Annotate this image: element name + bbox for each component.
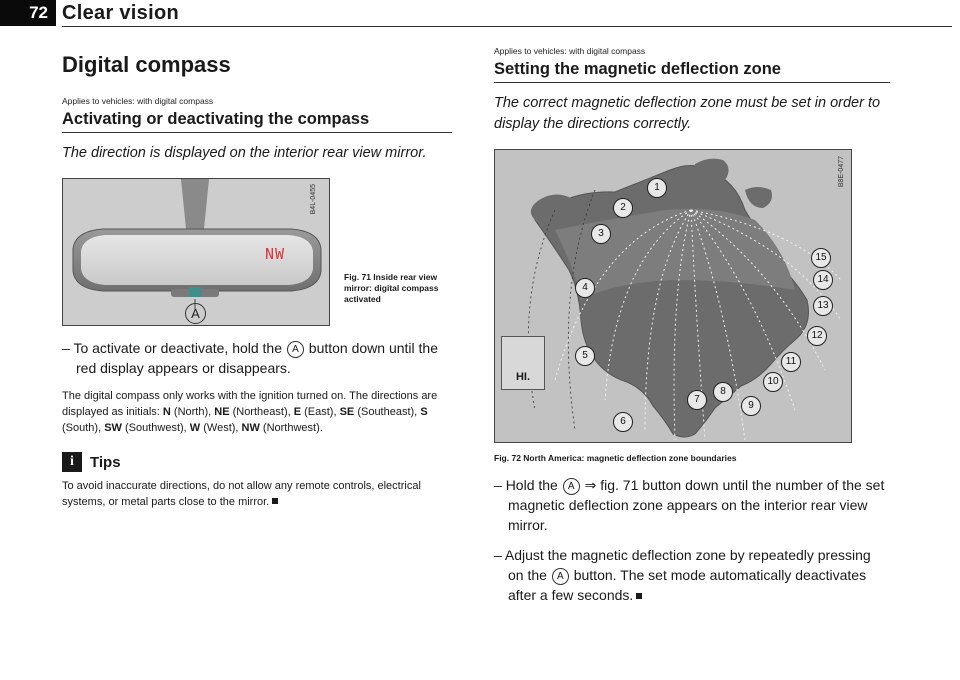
- zone-marker-9: 9: [741, 396, 761, 416]
- applies-note: Applies to vehicles: with digital compass: [62, 96, 214, 106]
- step-text: To activate or deactivate, hold the: [73, 340, 283, 356]
- section-title: Digital compass: [62, 52, 231, 77]
- zone-marker-2: 2: [613, 198, 633, 218]
- compass-description: The digital compass only works with the ignition turned on. The directions are displayed as initials: N (North), NE (Northeast), E (East), SE (Southeast), S (South), SW (Southwest), W (West), NW (Northwest).: [62, 390, 438, 434]
- zone-marker-12: 12: [807, 326, 827, 346]
- zone-marker-14: 14: [813, 270, 833, 290]
- zone-marker-8: 8: [713, 382, 733, 402]
- figure-72-map: [494, 149, 852, 443]
- zone-marker-3: 3: [591, 224, 611, 244]
- instruction-step-1: – Hold the A ⇒ fig. 71 button down until the number of the set magnetic deflection zone appears on the interior rear view mirror.: [494, 477, 885, 533]
- mirror-illustration: [62, 178, 330, 326]
- zone-marker-11: 11: [781, 352, 801, 372]
- figure-caption-right: Fig. 72 North America: magnetic deflection zone boundaries: [494, 453, 737, 463]
- tips-title: Tips: [90, 453, 121, 471]
- zone-marker-13: 13: [813, 296, 833, 316]
- tips-heading: [62, 452, 452, 472]
- button-ref-a: A: [563, 478, 580, 495]
- subsection-title-right: Setting the magnetic deflection zone: [494, 60, 890, 83]
- end-mark-icon: [636, 593, 642, 599]
- button-ref-a: A: [287, 341, 304, 358]
- step-text-end: button down until the red display appears or disappears.: [76, 340, 439, 376]
- left-column: [62, 46, 452, 524]
- instruction-step: – To activate or deactivate, hold the A button down until the red display appears or disappears.: [62, 340, 439, 376]
- lead-text: The direction is displayed on the interior rear view mirror.: [62, 145, 427, 161]
- figure-71: [62, 178, 452, 326]
- chapter-title: Clear vision: [62, 2, 179, 24]
- hawaii-label: HI.: [515, 371, 531, 383]
- zone-marker-1: 1: [647, 178, 667, 198]
- tips-text: To avoid inaccurate directions, do not allow any remote controls, electrical systems, or metal parts close to the mirror.: [62, 480, 421, 508]
- header-rule: [62, 26, 952, 27]
- figure-code-right: B8E-0477: [838, 156, 845, 188]
- figure-caption: Fig. 71 Inside rear view mirror: digital compass activated: [344, 272, 439, 304]
- hawaii-inset: [501, 336, 545, 390]
- right-column: [494, 46, 890, 615]
- zone-marker-6: 6: [613, 412, 633, 432]
- zone-marker-4: 4: [575, 278, 595, 298]
- button-ref-a: A: [552, 568, 569, 585]
- figure-link[interactable]: ⇒ fig. 71: [584, 477, 639, 493]
- figure-code: B4L-0455: [310, 184, 317, 215]
- lead-text-right: The correct magnetic deflection zone must be set in order to display the directions correctly.: [494, 95, 881, 132]
- compass-display: NW: [265, 245, 286, 263]
- zone-marker-10: 10: [763, 372, 783, 392]
- page-number: 72: [0, 0, 56, 26]
- zone-marker-5: 5: [575, 346, 595, 366]
- info-icon: i: [62, 452, 82, 472]
- end-mark-icon: [272, 498, 278, 504]
- zone-marker-15: 15: [811, 248, 831, 268]
- button-label-a: A: [185, 303, 206, 324]
- zone-marker-7: 7: [687, 390, 707, 410]
- page-header: [0, 0, 960, 26]
- north-america-map: [495, 150, 851, 442]
- instruction-step-2: – Adjust the magnetic deflection zone by repeatedly pressing on the A button. The set mode automatically deactivates after a few seconds.: [494, 547, 871, 603]
- subsection-title: Activating or deactivating the compass: [62, 110, 452, 133]
- applies-note-right: Applies to vehicles: with digital compass: [494, 46, 646, 56]
